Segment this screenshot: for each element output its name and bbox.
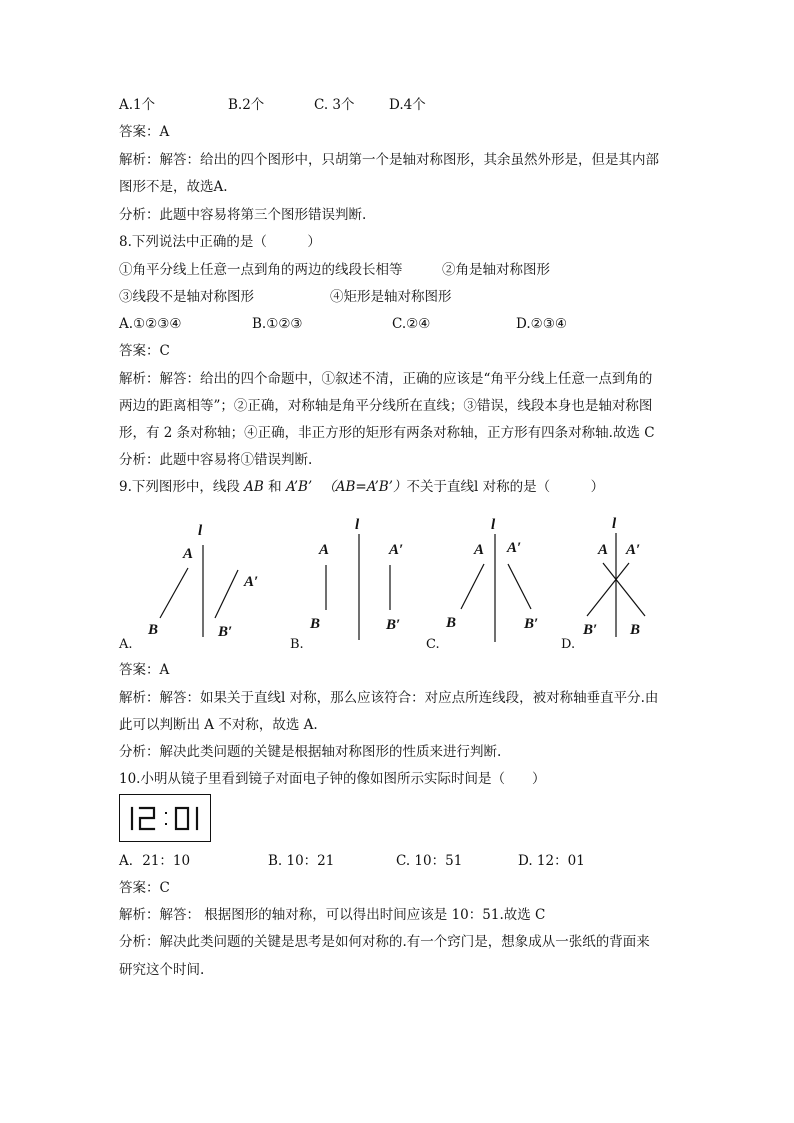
q8-option-d: D.②③④ — [516, 316, 567, 332]
q9-figure-label-a: A. — [119, 637, 133, 652]
fig-c-label-ap: A′ — [507, 540, 522, 556]
q8-note: 分析：此题中容易将①错误判断. — [119, 452, 313, 468]
q8-option-a: A.①②③④ — [119, 316, 182, 332]
mirrored-digits — [120, 795, 209, 840]
q8-stem: 8.下列说法中正确的是（ ） — [119, 234, 321, 250]
q10-stem: 10.小明从镜子里看到镜子对面电子钟的像如图所示实际时间是（ ） — [119, 771, 546, 787]
fig-c-label-bp: B′ — [524, 616, 539, 632]
fig-a-segment-apbp — [215, 570, 238, 618]
q10-option-a: A．21：10 — [119, 853, 191, 869]
q8-option-c: C.②④ — [392, 316, 431, 332]
fig-d-segment-apbp — [587, 563, 629, 616]
fig-c-label-l: l — [491, 517, 496, 533]
fig-a-label-a: A — [183, 546, 194, 562]
q9-stem-and: 和 — [263, 479, 286, 495]
q9-figure-label-b: B. — [290, 637, 304, 652]
fig-b-label-ap: A′ — [389, 542, 404, 558]
q9-stem-pre: 9.下列图形中，线段 — [119, 479, 245, 495]
fig-b-label-a: A — [319, 542, 330, 558]
fig-a-label-ap: A′ — [244, 574, 259, 590]
q9-figure-label-d: D. — [561, 637, 576, 652]
q9-note: 分析：解决此类问题的关键是根据轴对称图形的性质来进行判断. — [119, 744, 502, 760]
fig-d-label-ap: A′ — [626, 542, 641, 558]
fig-d-segment-ab — [603, 563, 645, 616]
q9-answer: 答案：A — [119, 662, 170, 678]
fig-c-segment-ab — [461, 564, 484, 609]
q7-note: 分析：此题中容易将第三个图形错误判断. — [119, 207, 367, 223]
q9-figure-label-c: C. — [426, 637, 440, 652]
q7-option-d: D.4个 — [389, 97, 426, 113]
fig-d-label-l: l — [612, 516, 617, 532]
mirrored-clock-image — [119, 794, 211, 842]
fig-b-label-bp: B′ — [386, 617, 401, 633]
q10-note-line1: 分析：解决此类问题的关键是思考是如何对称的.有一个窍门是，想象成从一张纸的背面来 — [119, 934, 650, 950]
q10-answer: 答案：C — [119, 880, 170, 896]
q7-analysis-line1: 解析：解答：给出的四个图形中，只胡第一个是轴对称图形，其余虽然外形是，但是其内部 — [119, 152, 659, 168]
q8-analysis-line2: 两边的距离相等”；②正确，对称轴是角平分线所在直线；③错误，线段本身也是轴对称图 — [119, 398, 653, 414]
q8-statement-2: ②角是轴对称图形 — [442, 262, 550, 278]
fig-d-label-a: A — [598, 542, 609, 558]
q7-option-a: A.1个 — [119, 97, 156, 113]
fig-b-label-b: B — [310, 616, 321, 632]
fig-c-segment-apbp — [508, 564, 531, 609]
q10-option-d: D. 12：01 — [518, 853, 585, 869]
q9-segment-ab: AB — [244, 479, 264, 495]
q8-analysis-line1: 解析：解答：给出的四个命题中，①叙述不清，正确的应该是“角平分线上任意一点到角的 — [119, 371, 653, 387]
fig-a-segment-ab — [160, 568, 188, 618]
q9-analysis-line1: 解析：解答：如果关于直线l 对称，那么应该符合：对应点所连线段，被对称轴垂直平分.由 — [119, 690, 659, 706]
fig-b-label-l: l — [355, 517, 360, 533]
fig-a-label-b: B — [148, 622, 159, 638]
q9-equality: （AB=A’B’） — [322, 479, 407, 495]
q8-statement-3: ③线段不是轴对称图形 — [119, 289, 254, 305]
q10-note-line2: 研究这个时间. — [119, 962, 205, 978]
q8-statement-4: ④矩形是轴对称图形 — [330, 289, 452, 305]
q7-option-c: C. 3个 — [314, 97, 355, 113]
fig-d-label-b: B — [630, 622, 641, 638]
q7-analysis-line2: 图形不是，故选A. — [119, 179, 228, 195]
q9-stem-post: 不关于直线l 对称的是（ ） — [406, 479, 605, 495]
q8-analysis-line3: 形，有 2 条对称轴；④正确，非正方形的矩形有两条对称轴，正方形有四条对称轴.故选 C — [119, 425, 655, 441]
q8-statement-1: ①角平分线上任意一点到角的两边的线段长相等 — [119, 262, 403, 278]
q10-option-b: B. 10：21 — [268, 853, 335, 869]
q8-answer: 答案：C — [119, 343, 170, 359]
fig-c-label-b: B — [446, 615, 457, 631]
q7-option-b: B.2个 — [228, 97, 265, 113]
q7-answer: 答案：A — [119, 124, 170, 140]
q10-analysis: 解析：解答： 根据图形的轴对称，可以得出时间应该是 10：51.故选 C — [119, 907, 546, 923]
q9-segment-apbp: A’B’ — [285, 479, 313, 495]
fig-a-label-l: l — [198, 523, 203, 539]
fig-a-label-bp: B′ — [218, 624, 233, 640]
q10-option-c: C. 10：51 — [396, 853, 463, 869]
fig-d-label-bp: B′ — [583, 622, 598, 638]
q8-option-b: B.①②③ — [252, 316, 303, 332]
q9-analysis-line2: 此可以判断出 A 不对称，故选 A. — [119, 717, 318, 733]
fig-c-label-a: A — [474, 542, 485, 558]
